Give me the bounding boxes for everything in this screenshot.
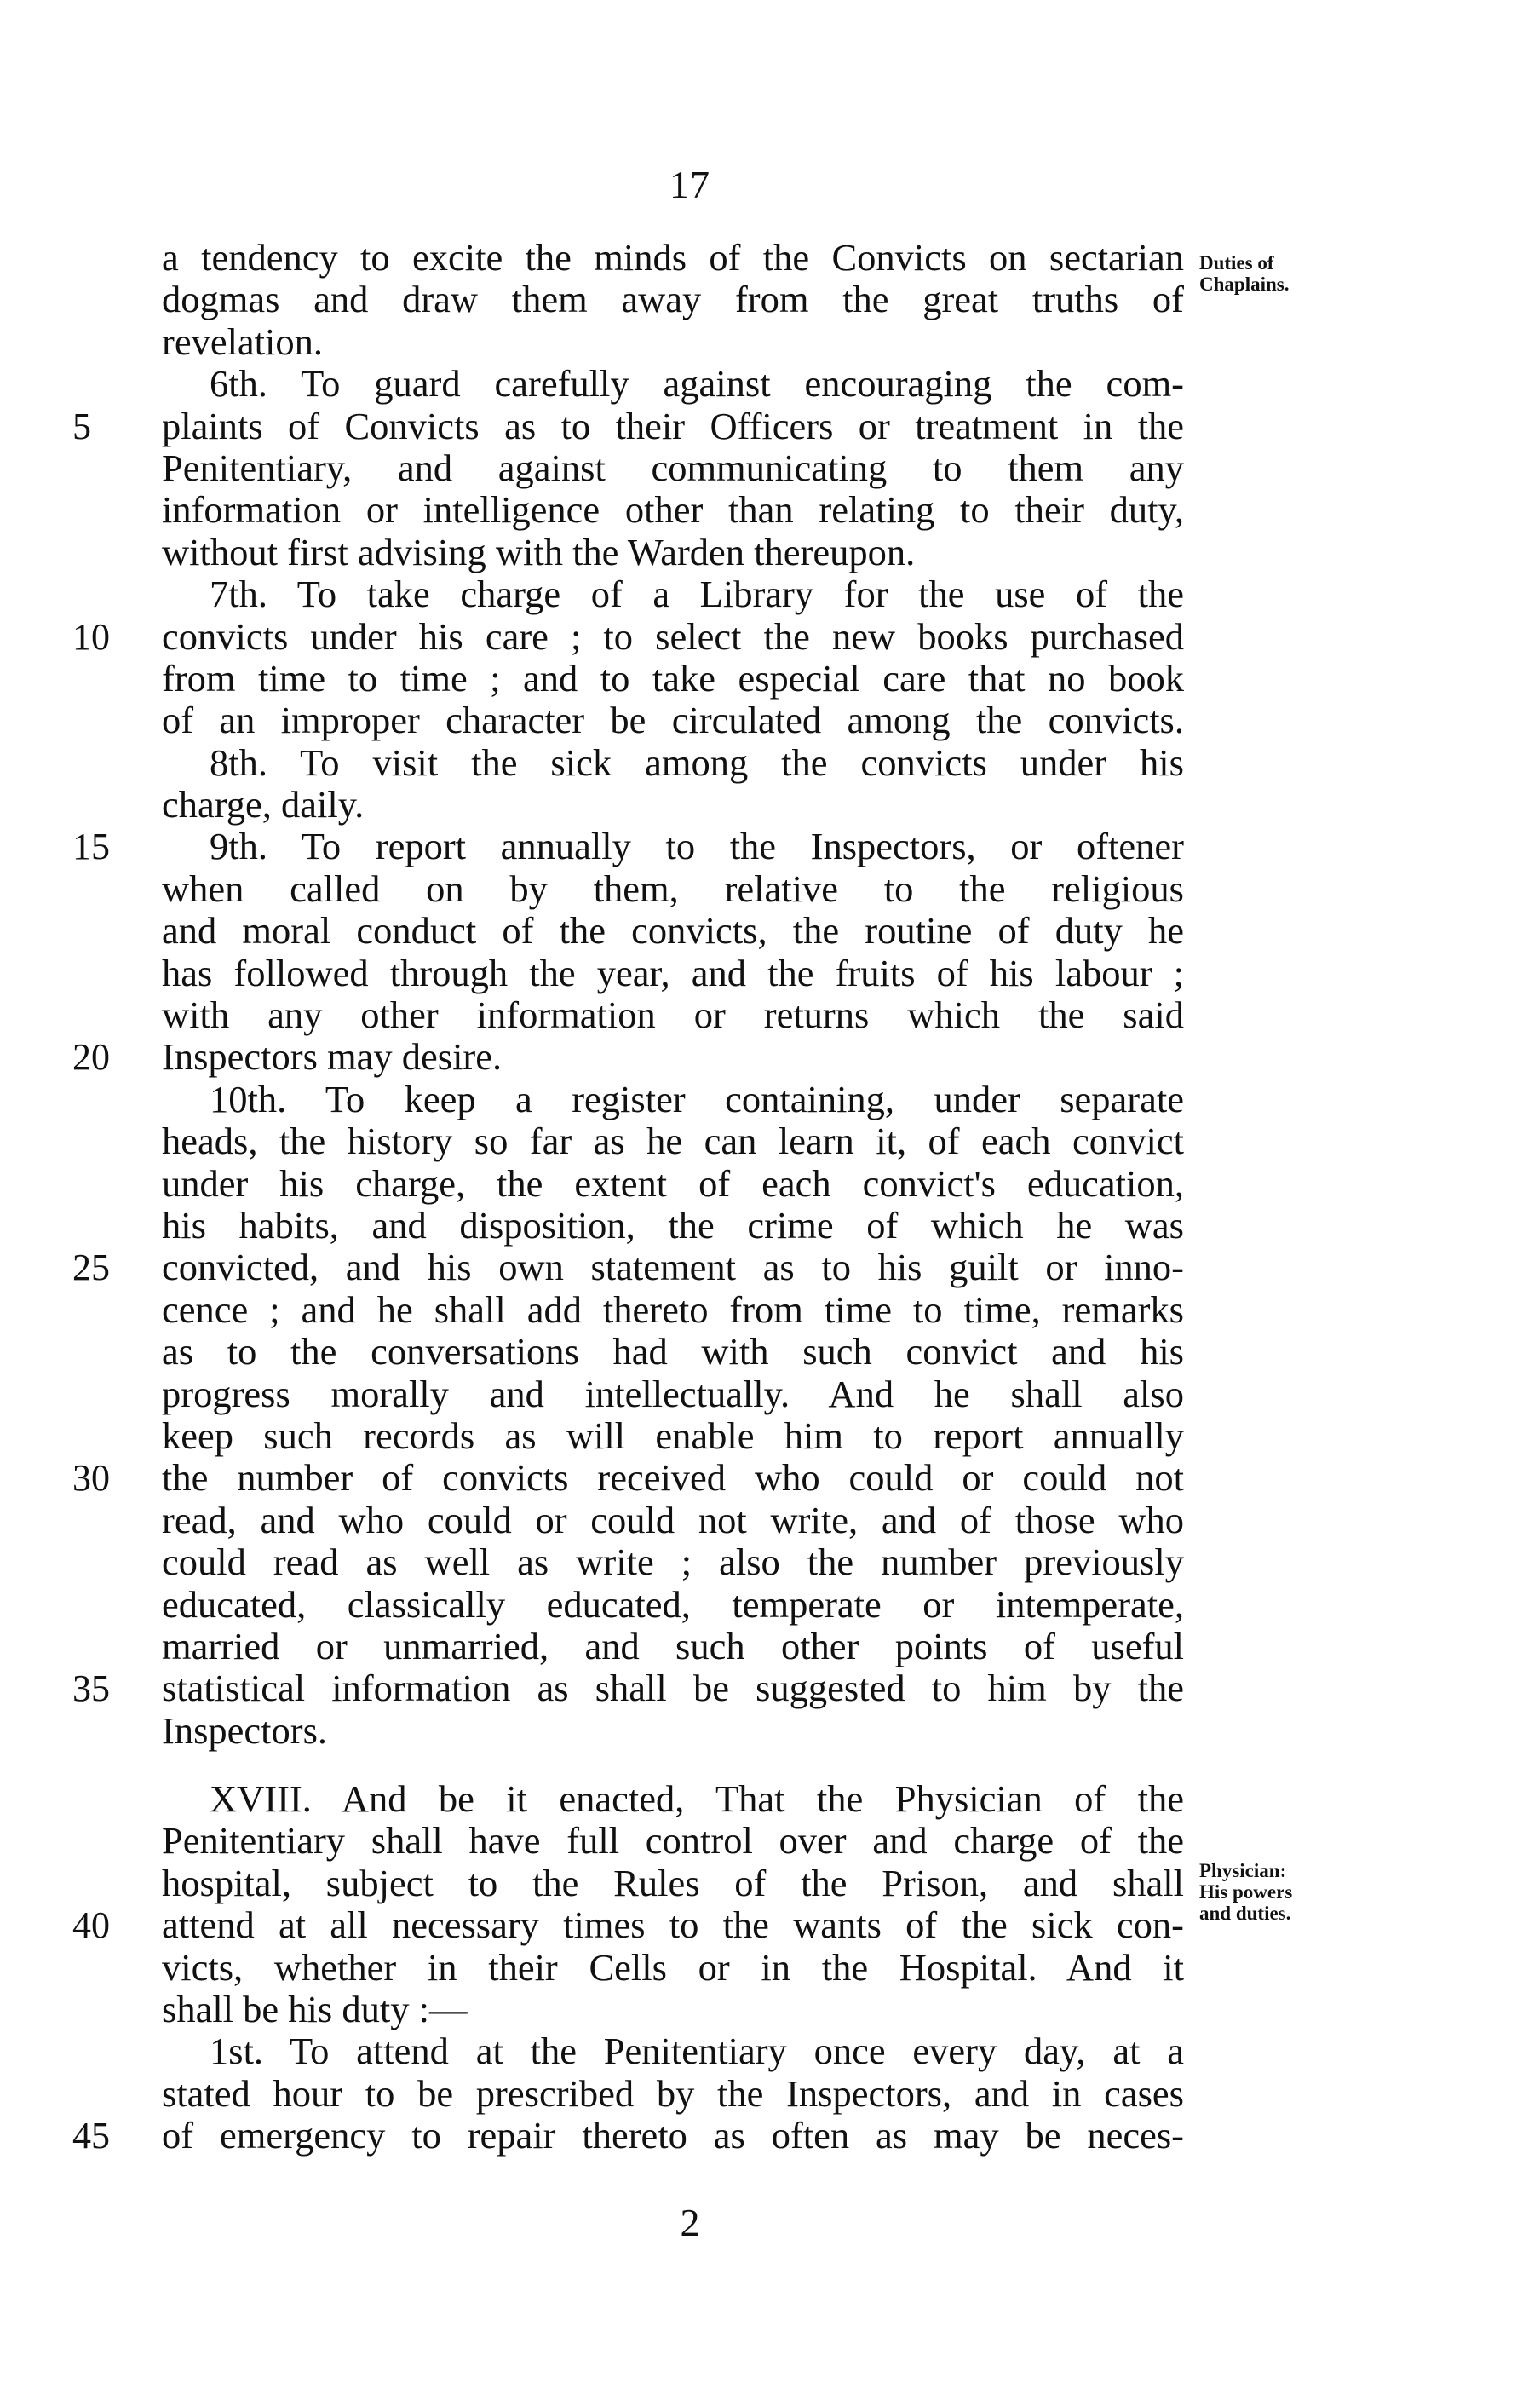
text-line: as to the conversations had with such convict and his (162, 1330, 1184, 1373)
text-line: 30 the number of convicts received who could or could not (72, 1456, 1184, 1500)
text-line: Penitentiary shall have full control over and charge of the (162, 1819, 1184, 1863)
margin-note-line: His powers (1199, 1881, 1293, 1903)
text-line: has followed through the year, and the fruits of his labour ; (162, 951, 1184, 994)
text-line: Inspectors. (162, 1708, 328, 1752)
text-line: a tendency to excite the minds of the Convicts on sectarian (162, 236, 1184, 279)
text-line: his habits, and disposition, the crime of which he was (162, 1203, 1184, 1247)
text-line: revelation. (162, 320, 324, 363)
text-line: 20 Inspectors may desire. (72, 1035, 503, 1079)
text-line: cence ; and he shall add thereto from time to time, remarks (162, 1287, 1184, 1331)
text-line: 7th. To take charge of a Library for the use of the (210, 573, 1184, 616)
line-number: 15 (72, 826, 110, 868)
text-line: 40 attend at all necessary times to the wants of the sick con- (72, 1903, 1184, 1947)
text-line: shall be his duty :— (162, 1988, 468, 2031)
text-line: 10th. To keep a register containing, under separate (210, 1077, 1184, 1120)
text-line: educated, classically educated, temperate or intemperate, (162, 1582, 1184, 1626)
text-line: without first advising with the Warden thereupon. (162, 530, 916, 573)
text-line: heads, the history so far as he can learn it, of each convict (162, 1120, 1184, 1163)
line-number: 5 (72, 405, 91, 447)
line-number: 30 (72, 1457, 110, 1500)
text-line: victs, whether in their Cells or in the Hospital. And it (162, 1945, 1184, 1989)
text-line: 5 plaints of Convicts as to their Officers or treatment in the (72, 404, 1184, 447)
text-line: 10 convicts under his care ; to select the new books purchased (72, 614, 1184, 658)
line-number: 25 (72, 1247, 110, 1289)
margin-note-line: and duties. (1199, 1903, 1291, 1924)
text-line: 15 9th. To report annually to the Inspectors, or oftener (72, 825, 1184, 868)
text-line: charge, daily. (162, 783, 365, 826)
text-line: and moral conduct of the convicts, the routine of duty he (162, 909, 1184, 953)
section-gap (162, 1752, 1184, 1778)
text-line: information or intelligence other than relating to their duty, (162, 488, 1184, 532)
line-number: 20 (72, 1036, 110, 1079)
text-line: from time to time ; and to take especial care that no book (162, 656, 1184, 700)
text-line: progress morally and intellectually. And he shall also (162, 1372, 1184, 1415)
text-line: XVIII. And be it enacted, That the Physician of the (210, 1777, 1184, 1821)
margin-note-line: Duties of (1199, 252, 1274, 274)
text-line: 8th. To visit the sick among the convicts under his (210, 740, 1184, 784)
margin-note-line: Chaplains. (1199, 274, 1290, 295)
text-line: read, and who could or could not write, and of those who (162, 1498, 1184, 1541)
margin-note-duties-of-chaplains (1199, 252, 1289, 295)
text-line: could read as well as write ; also the number previously (162, 1540, 1184, 1584)
signature-mark: 2 (680, 2201, 700, 2244)
margin-note-line: Physician: (1199, 1860, 1287, 1881)
text-line: of an improper character be circulated among the convicts. (162, 699, 1184, 742)
line-number: 10 (72, 615, 110, 658)
text-line: 1st. To attend at the Penitentiary once every day, at a (210, 2030, 1184, 2073)
line-number: 35 (72, 1667, 110, 1710)
margin-note-physician-powers (1199, 1860, 1292, 1924)
text-line: under his charge, the extent of each convict's education, (162, 1161, 1184, 1205)
text-line: keep such records as will enable him to report annually (162, 1414, 1184, 1457)
text-line: with any other information or returns which the said (162, 993, 1184, 1037)
text-line: when called on by them, relative to the religious (162, 867, 1184, 910)
body-text (72, 236, 1184, 2157)
text-line: 25 convicted, and his own statement as to his guilt or inno- (72, 1246, 1184, 1289)
text-line: dogmas and draw them away from the great truths of (162, 278, 1184, 321)
text-line: 6th. To guard carefully against encouraging the com- (210, 362, 1184, 406)
text-line: 45 of emergency to repair thereto as often as may be neces- (72, 2114, 1184, 2157)
text-line: married or unmarried, and such other points of useful (162, 1624, 1184, 1667)
text-line: stated hour to be prescribed by the Inspectors, and in cases (162, 2071, 1184, 2115)
text-line: Penitentiary, and against communicating to them any (162, 446, 1184, 489)
text-line: hospital, subject to the Rules of the Prison, and shall (162, 1861, 1184, 1904)
text-line: 35 statistical information as shall be suggested to him by the (72, 1667, 1184, 1710)
line-number: 45 (72, 2115, 110, 2157)
page-number: 17 (669, 163, 710, 206)
line-number: 40 (72, 1904, 110, 1947)
